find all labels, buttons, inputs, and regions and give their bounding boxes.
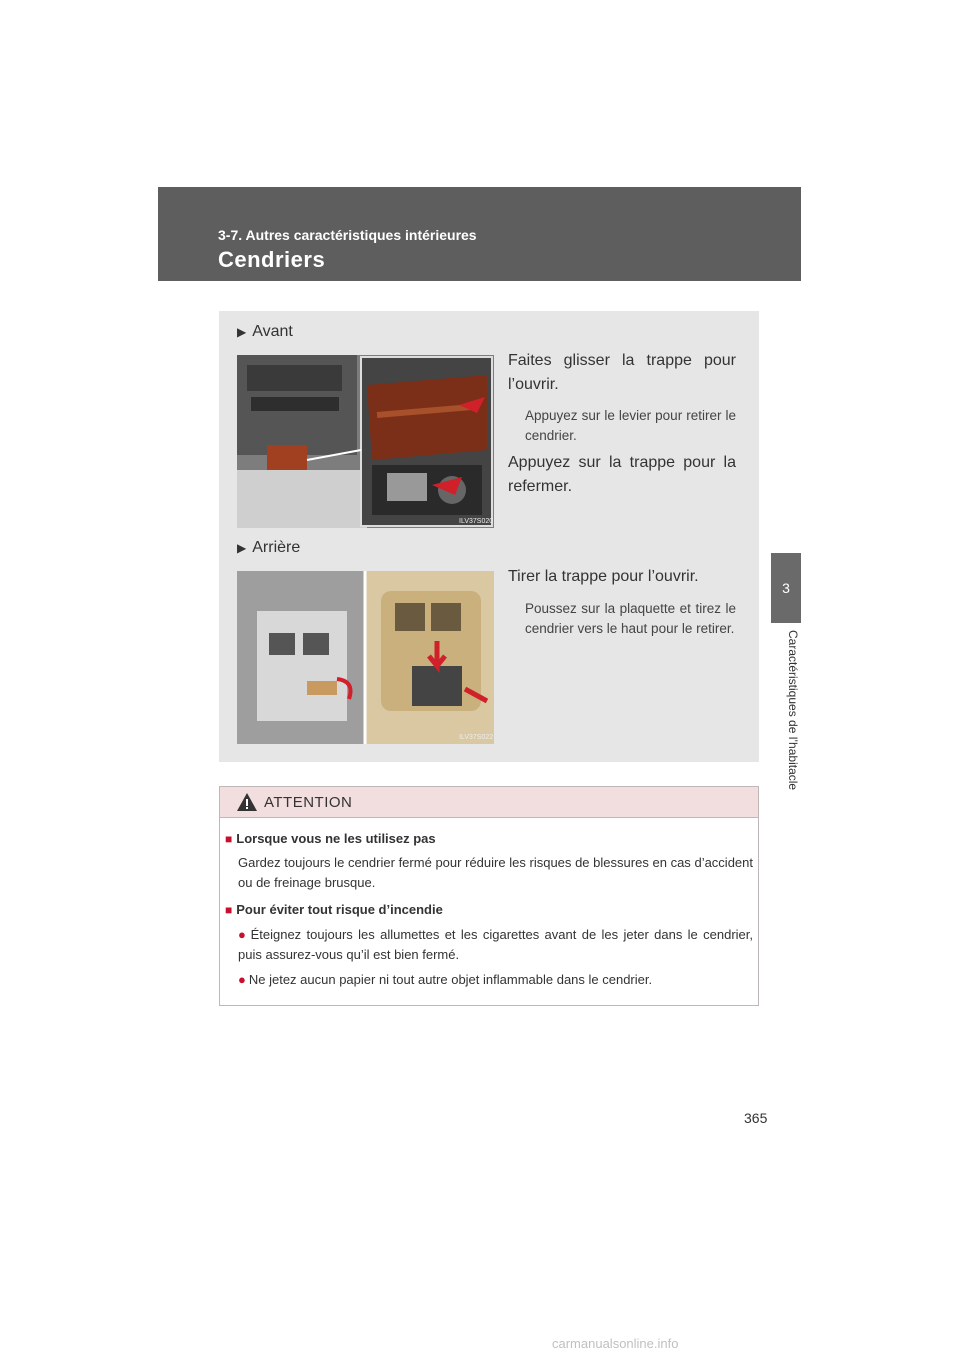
- watermark: carmanualsonline.info: [552, 1336, 679, 1351]
- rear-console-illustration: [237, 571, 494, 744]
- front-heading: ▶ Avant: [237, 323, 293, 340]
- square-bullet-icon: ■: [225, 903, 233, 917]
- warning-item-2-title: ■ Pour éviter tout risque d’incendie: [225, 902, 443, 917]
- header-band: [158, 187, 801, 281]
- rear-step-1: Tirer la trappe pour l’ouvrir.: [508, 568, 699, 585]
- triangle-right-icon: ▶: [237, 541, 247, 555]
- rear-heading: ▶ Arrière: [237, 539, 301, 556]
- page-number: 365: [744, 1110, 768, 1126]
- section-label: 3-7. Autres caractéristiques intérieures: [218, 227, 477, 243]
- warning-item-1-title: ■ Lorsque vous ne les utilisez pas: [225, 831, 436, 846]
- circle-bullet-icon: ●: [238, 927, 248, 942]
- warning-bullet-1: ● Éteignez toujours les allumettes et les cigarettes avant de les jeter dans le cendrier, puis assurez-vous qu’il est bien fermé.: [238, 927, 753, 962]
- warning-item-1-text: Gardez toujours le cendrier fermé pour réduire les risques de blessures en cas d’accident ou de freinage brusque.: [238, 855, 753, 890]
- rear-ashtray-photo: [237, 571, 494, 744]
- circle-bullet-icon: ●: [238, 972, 246, 987]
- chapter-number-tab: 3: [771, 553, 801, 623]
- warning-header: [220, 787, 758, 818]
- front-ashtray-photo: [237, 355, 494, 528]
- front-console-illustration: [237, 355, 494, 528]
- warning-triangle-icon: [236, 792, 258, 812]
- rear-image-code: ILV37S022: [459, 734, 494, 741]
- warning-bullet-2: ● Ne jetez aucun papier ni tout autre objet inflammable dans le cendrier.: [238, 972, 653, 987]
- front-step-2: Appuyez sur la trappe pour la refermer.: [508, 454, 736, 495]
- triangle-right-icon: ▶: [237, 325, 247, 339]
- page-title: Cendriers: [218, 247, 326, 272]
- front-step-1: Faites glisser la trappe pour l’ouvrir.: [508, 352, 736, 393]
- square-bullet-icon: ■: [225, 832, 233, 846]
- content-panel: [219, 311, 759, 762]
- front-image-code: ILV37S020: [459, 518, 494, 525]
- rear-step-1-detail: Poussez sur la plaquette et tirez le cendrier vers le haut pour le retirer.: [525, 601, 736, 636]
- chapter-label: Caractéristiques de l’habitacle: [786, 630, 800, 791]
- warning-title: ATTENTION: [264, 794, 353, 811]
- warning-box: [219, 786, 759, 1006]
- front-step-1-detail: Appuyez sur le levier pour retirer le cendrier.: [525, 408, 736, 443]
